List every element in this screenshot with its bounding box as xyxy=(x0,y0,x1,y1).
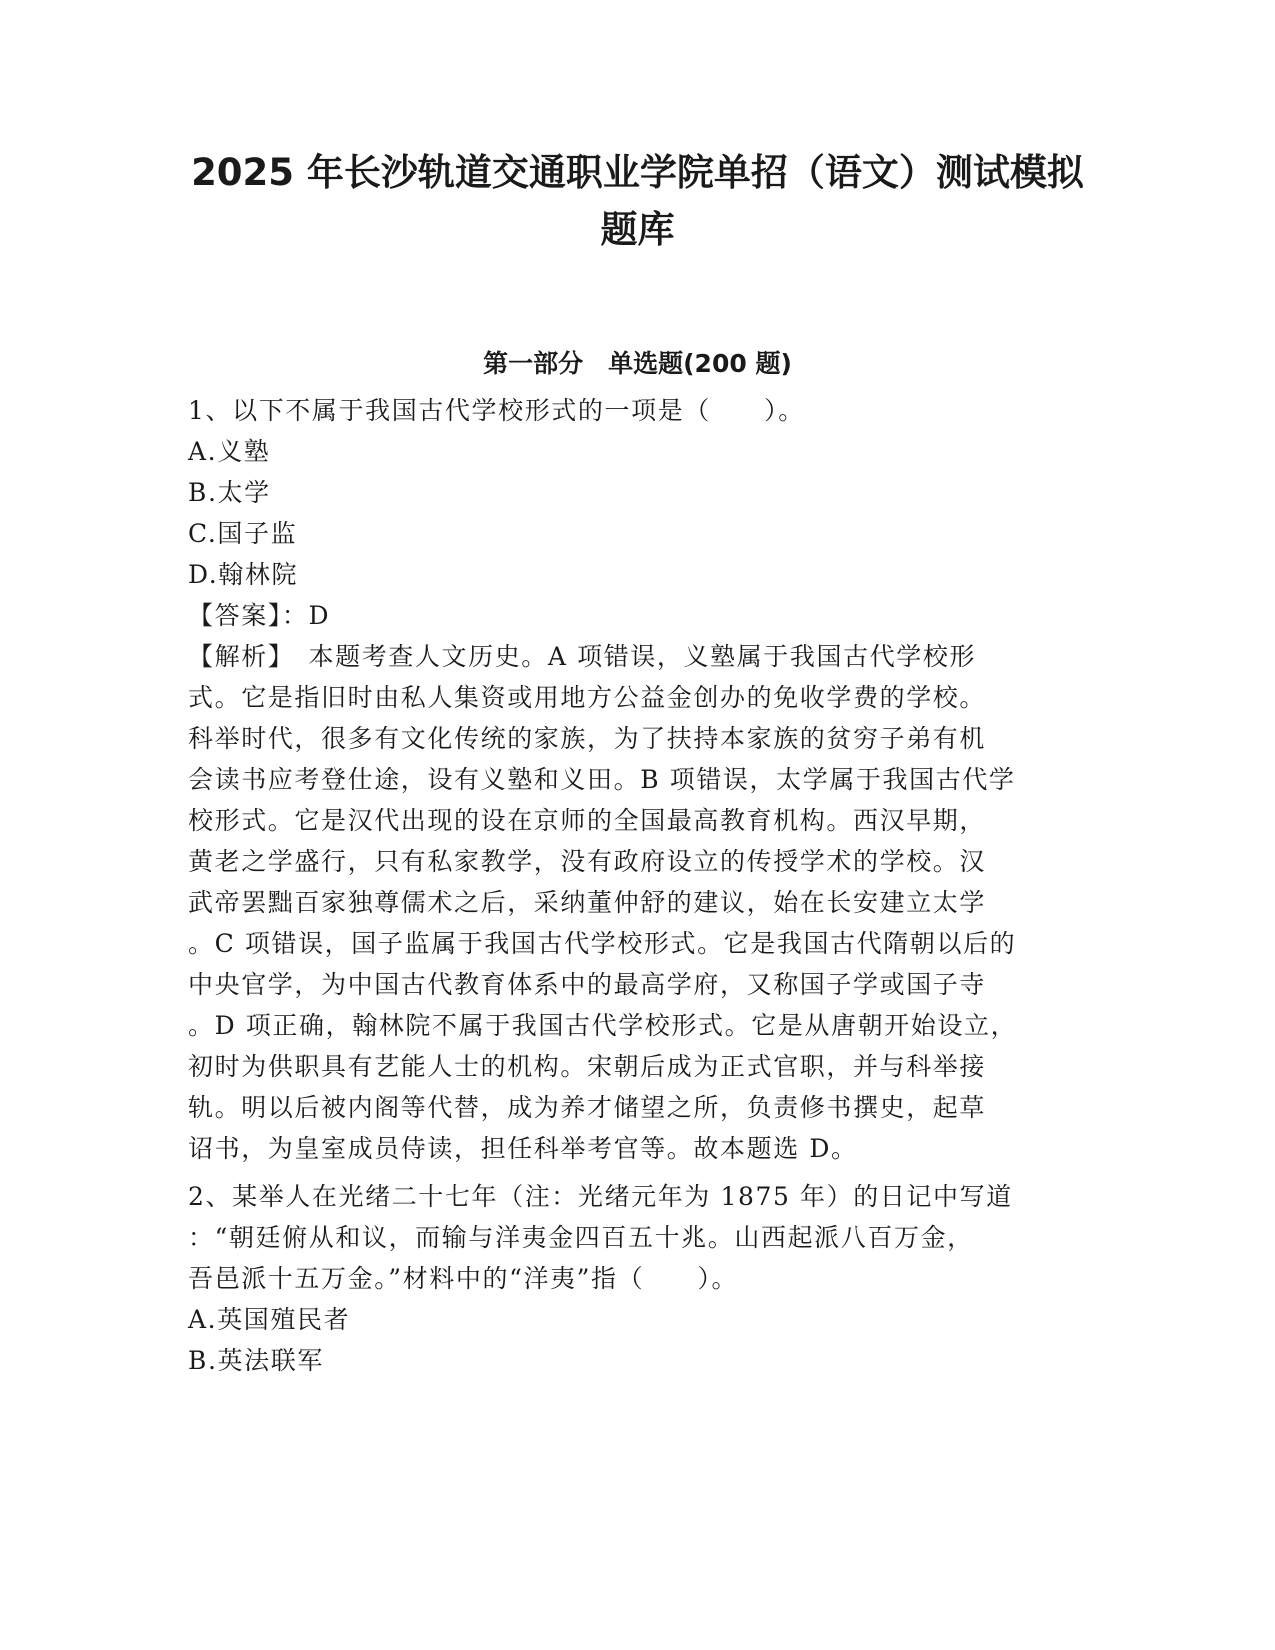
question-2-option-a: A.英国殖民者 xyxy=(188,1305,351,1334)
question-1-stem: 1、以下不属于我国古代学校形式的一项是（ ）。 xyxy=(188,396,805,425)
section-heading: 第一部分 单选题(200 题) xyxy=(483,349,792,378)
question-1-analysis-line: 诏书，为皇室成员侍读，担任科举考官等。故本题选 D。 xyxy=(188,1134,858,1163)
question-1-analysis-line: 黄老之学盛行，只有私家教学，没有政府设立的传授学术的学校。汉 xyxy=(188,847,987,876)
question-1-option-d: D.翰林院 xyxy=(188,560,299,589)
question-2-option-b: B.英法联军 xyxy=(188,1346,324,1375)
question-1-answer: 【答案】：D xyxy=(188,601,331,630)
question-1-option-b: B.太学 xyxy=(188,478,271,507)
question-2-stem-line: 2、某举人在光绪二十七年（注：光绪元年为 1875 年）的日记中写道 xyxy=(188,1182,1013,1211)
question-1-analysis-line: 轨。明以后被内阁等代替，成为养才储望之所，负责修书撰史，起草 xyxy=(188,1093,987,1122)
question-1-option-c: C.国子监 xyxy=(188,519,298,548)
question-1-analysis-line: 会读书应考登仕途，设有义塾和义田。B 项错误，太学属于我国古代学 xyxy=(188,765,1016,794)
question-1-analysis-line: 。C 项错误，国子监属于我国古代学校形式。它是我国古代隋朝以后的 xyxy=(188,929,1017,958)
question-1-analysis-line: 科举时代，很多有文化传统的家族，为了扶持本家族的贫穷子弟有机 xyxy=(188,724,987,753)
question-1-analysis-line: 校形式。它是汉代出现的设在京师的全国最高教育机构。西汉早期， xyxy=(188,806,987,835)
question-2-stem-line: ：“朝廷俯从和议，而输与洋夷金四百五十兆。山西起派八百万金， xyxy=(188,1223,974,1252)
question-1-analysis-line: 武帝罢黜百家独尊儒术之后，采纳董仲舒的建议，始在长安建立太学 xyxy=(188,888,987,917)
question-1-analysis-line: 式。它是指旧时由私人集资或用地方公益金创办的免收学费的学校。 xyxy=(188,683,987,712)
question-1-analysis-line: 【解析】 本题考查人文历史。A 项错误，义塾属于我国古代学校形 xyxy=(188,642,977,671)
question-1-analysis-line: 初时为供职具有艺能人士的机构。宋朝后成为正式官职，并与科举接 xyxy=(188,1052,987,1081)
question-1-option-a: A.义塾 xyxy=(188,437,271,466)
question-1-analysis-line: 。D 项正确，翰林院不属于我国古代学校形式。它是从唐朝开始设立， xyxy=(188,1011,1018,1040)
question-1-analysis-line: 中央官学，为中国古代教育体系中的最高学府，又称国子学或国子寺 xyxy=(188,970,987,999)
question-2-stem-line: 吾邑派十五万金。”材料中的“洋夷”指（ ）。 xyxy=(188,1264,739,1293)
document-title-line-2: 题库 xyxy=(600,208,675,251)
document-title-line-1: 2025 年长沙轨道交通职业学院单招（语文）测试模拟 xyxy=(191,151,1084,194)
